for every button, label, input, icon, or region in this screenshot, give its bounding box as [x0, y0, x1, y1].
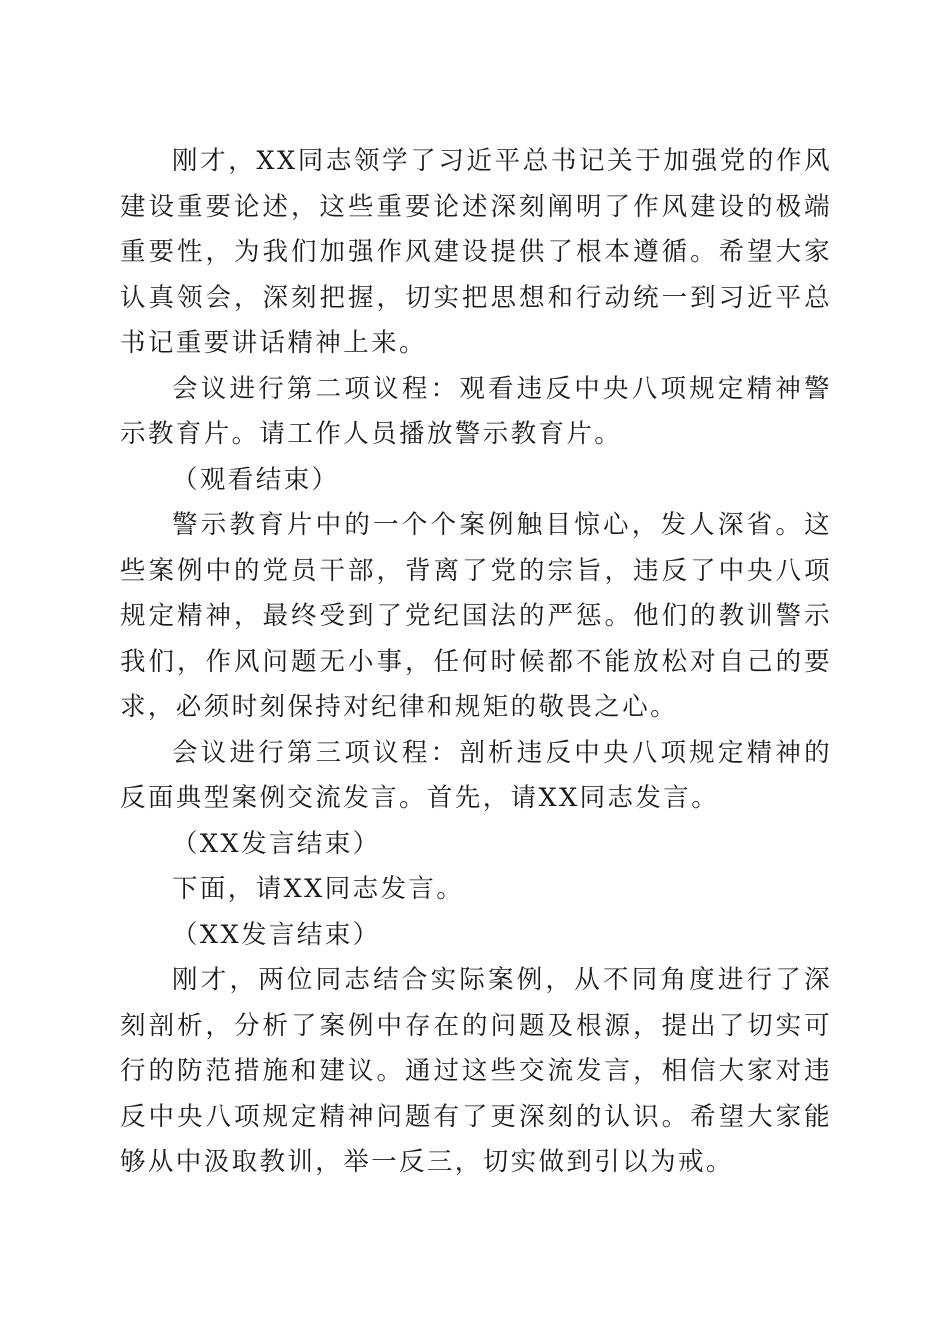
paragraph-agenda-item-two: 会议进行第二项议程：观看违反中央八项规定精神警示教育片。请工作人员播放警示教育片。: [120, 373, 832, 449]
paragraph-first-speech-ended-note: （XX发言结束）: [172, 828, 381, 859]
paragraph-second-speech-ended-note: （XX发言结束）: [172, 919, 381, 950]
paragraph-study-remarks: 刚才，XX同志领学了习近平总书记关于加强党的作风建设重要论述，这些重要论述深刻阐明了作风建设的极端重要性，为我们加强作风建设提供了根本遵循。希望大家认真领会，深刻把握，切实把思想和行动统一到习近平总书记重要讲话精神上来。: [120, 146, 832, 358]
paragraph-warning-film-remarks: 警示教育片中的一个个案例触目惊心，发人深省。这些案例中的党员干部，背离了党的宗旨，违反了中央八项规定精神，最终受到了党纪国法的严惩。他们的教训警示我们，作风问题无小事，任何时候都不能放松对自己的要求，必须时刻保持对纪律和规矩的敬畏之心。: [120, 510, 832, 722]
paragraph-next-speaker: 下面，请XX同志发言。: [172, 874, 465, 904]
paragraph-closing-remarks: 刚才，两位同志结合实际案例，从不同角度进行了深刻剖析，分析了案例中存在的问题及根源，提出了切实可行的防范措施和建议。通过这些交流发言，相信大家对违反中央八项规定精神问题有了更深刻的认识。希望大家能够从中汲取教训，举一反三，切实做到引以为戒。: [120, 965, 832, 1177]
document-body: [120, 139, 832, 1186]
paragraph-agenda-item-three: 会议进行第三项议程：剖析违反中央八项规定精神的反面典型案例交流发言。首先，请XX同志发言。: [120, 737, 832, 813]
paragraph-viewing-ended-note: （观看结束）: [172, 464, 340, 495]
